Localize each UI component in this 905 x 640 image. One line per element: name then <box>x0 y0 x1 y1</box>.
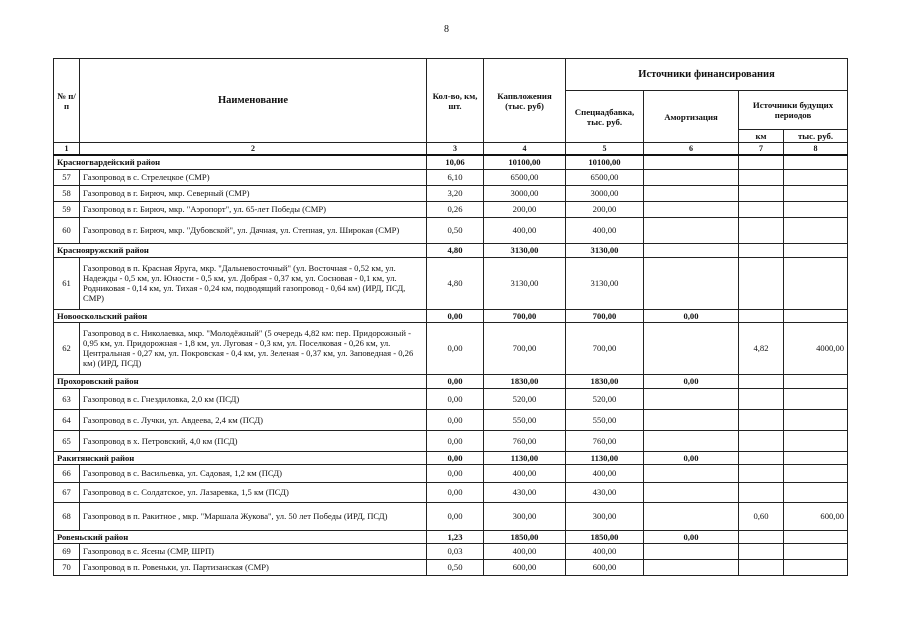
special-cell: 1850,00 <box>566 530 644 543</box>
column-number: 5 <box>566 143 644 156</box>
future-km-cell <box>739 169 784 185</box>
amortization-cell: 0,00 <box>644 530 739 543</box>
table-row <box>54 543 848 559</box>
qty-cell: 6,10 <box>427 169 484 185</box>
qty-cell: 0,00 <box>427 409 484 430</box>
investment-cell: 3000,00 <box>484 185 566 201</box>
future-km-cell <box>739 243 784 257</box>
item-name: Газопровод в х. Петровский, 4,0 км (ПСД) <box>80 430 427 451</box>
special-cell: 200,00 <box>566 201 644 217</box>
special-cell: 3130,00 <box>566 257 644 309</box>
amortization-cell <box>644 409 739 430</box>
header-km: км <box>739 130 784 143</box>
district-name: Новооскольский район <box>54 309 427 322</box>
district-row <box>54 374 848 388</box>
header-qty: Кол-во, км, шт. <box>427 59 484 143</box>
future-rub-cell <box>784 374 848 388</box>
future-rub-cell: 4000,00 <box>784 322 848 374</box>
table-row <box>54 217 848 243</box>
column-number: 2 <box>80 143 427 156</box>
investment-cell: 1830,00 <box>484 374 566 388</box>
amortization-cell <box>644 217 739 243</box>
header-name: Наименование <box>80 59 427 143</box>
amortization-cell: 0,00 <box>644 374 739 388</box>
special-cell: 400,00 <box>566 217 644 243</box>
amortization-cell <box>644 388 739 409</box>
district-name: Ракитянский район <box>54 451 427 464</box>
column-number: 3 <box>427 143 484 156</box>
row-number: 69 <box>54 543 80 559</box>
future-km-cell: 0,60 <box>739 502 784 530</box>
table-row <box>54 257 848 309</box>
amortization-cell <box>644 185 739 201</box>
future-km-cell <box>739 374 784 388</box>
investment-cell: 550,00 <box>484 409 566 430</box>
district-row <box>54 243 848 257</box>
amortization-cell <box>644 243 739 257</box>
table-row <box>54 185 848 201</box>
special-cell: 3130,00 <box>566 243 644 257</box>
district-row <box>54 309 848 322</box>
amortization-cell <box>644 169 739 185</box>
future-rub-cell <box>784 530 848 543</box>
future-km-cell <box>739 559 784 575</box>
investment-cell: 760,00 <box>484 430 566 451</box>
future-km-cell <box>739 257 784 309</box>
investment-cell: 1850,00 <box>484 530 566 543</box>
future-rub-cell <box>784 388 848 409</box>
investment-cell: 200,00 <box>484 201 566 217</box>
qty-cell: 0,00 <box>427 322 484 374</box>
special-cell: 550,00 <box>566 409 644 430</box>
row-number: 68 <box>54 502 80 530</box>
financing-table <box>53 58 848 576</box>
header-investment: Капвложения (тыс. руб) <box>484 59 566 143</box>
row-number: 70 <box>54 559 80 575</box>
row-number: 62 <box>54 322 80 374</box>
table-row <box>54 502 848 530</box>
investment-cell: 400,00 <box>484 464 566 482</box>
special-cell: 1130,00 <box>566 451 644 464</box>
qty-cell: 1,23 <box>427 530 484 543</box>
future-km-cell <box>739 201 784 217</box>
investment-cell: 400,00 <box>484 217 566 243</box>
row-number: 61 <box>54 257 80 309</box>
amortization-cell <box>644 257 739 309</box>
future-rub-cell <box>784 243 848 257</box>
future-km-cell <box>739 217 784 243</box>
future-rub-cell <box>784 482 848 502</box>
amortization-cell <box>644 543 739 559</box>
item-name: Газопровод в с. Ясены (СМР, ШРП) <box>80 543 427 559</box>
header-financing-sources: Источники финансирования <box>566 59 848 91</box>
investment-cell: 300,00 <box>484 502 566 530</box>
district-row <box>54 155 848 169</box>
district-row <box>54 451 848 464</box>
column-number: 6 <box>644 143 739 156</box>
special-cell: 700,00 <box>566 322 644 374</box>
header-special-surcharge: Спецнадбавка, тыс. руб. <box>566 91 644 143</box>
investment-cell: 3130,00 <box>484 257 566 309</box>
table-row <box>54 169 848 185</box>
row-number: 64 <box>54 409 80 430</box>
qty-cell: 0,00 <box>427 482 484 502</box>
row-number: 60 <box>54 217 80 243</box>
row-number: 57 <box>54 169 80 185</box>
amortization-cell <box>644 482 739 502</box>
investment-cell: 6500,00 <box>484 169 566 185</box>
future-rub-cell <box>784 309 848 322</box>
qty-cell: 0,00 <box>427 309 484 322</box>
item-name: Газопровод в п. Красная Яруга, мкр. "Дальневосточный" (ул. Восточная - 0,52 км, ул. Надежды - 0,5 км, ул. Юности - 0,5 км, ул. Добрая - 0,37 км, ул. Сосновая - 0,1 км, ул. Родниковая - 0,14 км, ул. Тихая - 0,24 км, подводящий газопровод - 0,64 км) (ИРД, ПСД, СМР) <box>80 257 427 309</box>
qty-cell: 10,06 <box>427 155 484 169</box>
special-cell: 1830,00 <box>566 374 644 388</box>
table-row <box>54 430 848 451</box>
qty-cell: 0,00 <box>427 374 484 388</box>
row-number: 66 <box>54 464 80 482</box>
item-name: Газопровод в с. Солдатское, ул. Лазаревка, 1,5 км (ПСД) <box>80 482 427 502</box>
item-name: Газопровод в с. Лучки, ул. Авдеева, 2,4 км (ПСД) <box>80 409 427 430</box>
column-number: 1 <box>54 143 80 156</box>
item-name: Газопровод в с. Николаевка, мкр. "Молодёжный" (5 очередь 4,82 км: пер. Придорожный - 0,95 км, ул. Придорожная - 1,8 км, ул. Луговая - 0,3 км, ул. Поселковая - 0,26 км, ул. Центральная - 0,27 км, ул. Покровская - 0,4 км, ул. Зеленая - 0,37 км, ул. Заповедная - 0,26 км) (ИРД, ПСД) <box>80 322 427 374</box>
investment-cell: 520,00 <box>484 388 566 409</box>
table-row <box>54 464 848 482</box>
amortization-cell <box>644 322 739 374</box>
row-number: 58 <box>54 185 80 201</box>
future-km-cell <box>739 464 784 482</box>
district-row <box>54 530 848 543</box>
future-rub-cell <box>784 169 848 185</box>
row-number: 67 <box>54 482 80 502</box>
qty-cell: 0,00 <box>427 464 484 482</box>
header-future-sources: Источники будущих периодов <box>739 91 848 130</box>
investment-cell: 700,00 <box>484 322 566 374</box>
special-cell: 400,00 <box>566 464 644 482</box>
future-rub-cell <box>784 430 848 451</box>
qty-cell: 4,80 <box>427 257 484 309</box>
district-name: Краснояружский район <box>54 243 427 257</box>
future-km-cell <box>739 482 784 502</box>
investment-cell: 400,00 <box>484 543 566 559</box>
investment-cell: 3130,00 <box>484 243 566 257</box>
investment-cell: 600,00 <box>484 559 566 575</box>
table-row <box>54 559 848 575</box>
item-name: Газопровод в с. Васильевка, ул. Садовая, 1,2 км (ПСД) <box>80 464 427 482</box>
row-number: 63 <box>54 388 80 409</box>
qty-cell: 0,50 <box>427 217 484 243</box>
future-km-cell: 4,82 <box>739 322 784 374</box>
header-num: № п/п <box>54 59 80 143</box>
table-row <box>54 482 848 502</box>
future-rub-cell <box>784 217 848 243</box>
amortization-cell: 0,00 <box>644 451 739 464</box>
future-km-cell <box>739 430 784 451</box>
district-name: Прохоровский район <box>54 374 427 388</box>
table-row <box>54 409 848 430</box>
future-rub-cell <box>784 543 848 559</box>
item-name: Газопровод в п. Ракитное , мкр. "Маршала Жукова", ул. 50 лет Победы (ИРД, ПСД) <box>80 502 427 530</box>
table-row <box>54 201 848 217</box>
amortization-cell <box>644 502 739 530</box>
qty-cell: 0,26 <box>427 201 484 217</box>
future-rub-cell <box>784 201 848 217</box>
special-cell: 760,00 <box>566 430 644 451</box>
special-cell: 400,00 <box>566 543 644 559</box>
future-rub-cell <box>784 409 848 430</box>
qty-cell: 4,80 <box>427 243 484 257</box>
column-number: 8 <box>784 143 848 156</box>
special-cell: 700,00 <box>566 309 644 322</box>
investment-cell: 1130,00 <box>484 451 566 464</box>
special-cell: 430,00 <box>566 482 644 502</box>
item-name: Газопровод в г. Бирюч, мкр. "Дубовской", ул. Дачная, ул. Степная, ул. Широкая (СМР) <box>80 217 427 243</box>
future-rub-cell <box>784 185 848 201</box>
special-cell: 3000,00 <box>566 185 644 201</box>
future-km-cell <box>739 388 784 409</box>
district-name: Ровеньский район <box>54 530 427 543</box>
future-rub-cell <box>784 559 848 575</box>
special-cell: 10100,00 <box>566 155 644 169</box>
table-row <box>54 322 848 374</box>
special-cell: 600,00 <box>566 559 644 575</box>
item-name: Газопровод в с. Стрелецкое (СМР) <box>80 169 427 185</box>
amortization-cell: 0,00 <box>644 309 739 322</box>
item-name: Газопровод в г. Бирюч, мкр. Северный (СМР) <box>80 185 427 201</box>
item-name: Газопровод в г. Бирюч, мкр. "Аэропорт", ул. 65-лет Победы (СМР) <box>80 201 427 217</box>
future-rub-cell <box>784 257 848 309</box>
future-km-cell <box>739 543 784 559</box>
investment-cell: 700,00 <box>484 309 566 322</box>
row-number: 59 <box>54 201 80 217</box>
future-km-cell <box>739 309 784 322</box>
future-km-cell <box>739 530 784 543</box>
special-cell: 6500,00 <box>566 169 644 185</box>
special-cell: 300,00 <box>566 502 644 530</box>
item-name: Газопровод в с. Гнездиловка, 2,0 км (ПСД) <box>80 388 427 409</box>
qty-cell: 0,00 <box>427 430 484 451</box>
qty-cell: 0,50 <box>427 559 484 575</box>
investment-cell: 430,00 <box>484 482 566 502</box>
amortization-cell <box>644 430 739 451</box>
qty-cell: 0,00 <box>427 502 484 530</box>
future-rub-cell: 600,00 <box>784 502 848 530</box>
column-number: 7 <box>739 143 784 156</box>
investment-cell: 10100,00 <box>484 155 566 169</box>
district-name: Красногвардейский район <box>54 155 427 169</box>
amortization-cell <box>644 201 739 217</box>
page-number: 8 <box>444 24 449 35</box>
special-cell: 520,00 <box>566 388 644 409</box>
qty-cell: 0,03 <box>427 543 484 559</box>
column-number: 4 <box>484 143 566 156</box>
future-km-cell <box>739 185 784 201</box>
qty-cell: 0,00 <box>427 388 484 409</box>
qty-cell: 3,20 <box>427 185 484 201</box>
qty-cell: 0,00 <box>427 451 484 464</box>
future-rub-cell <box>784 155 848 169</box>
amortization-cell <box>644 464 739 482</box>
future-km-cell <box>739 409 784 430</box>
future-rub-cell <box>784 464 848 482</box>
future-km-cell <box>739 155 784 169</box>
amortization-cell <box>644 559 739 575</box>
row-number: 65 <box>54 430 80 451</box>
header-rub: тыс. руб. <box>784 130 848 143</box>
table-row <box>54 388 848 409</box>
future-rub-cell <box>784 451 848 464</box>
item-name: Газопровод в п. Ровеньки, ул. Партизанская (СМР) <box>80 559 427 575</box>
future-km-cell <box>739 451 784 464</box>
header-amortization: Амортизация <box>644 91 739 143</box>
amortization-cell <box>644 155 739 169</box>
